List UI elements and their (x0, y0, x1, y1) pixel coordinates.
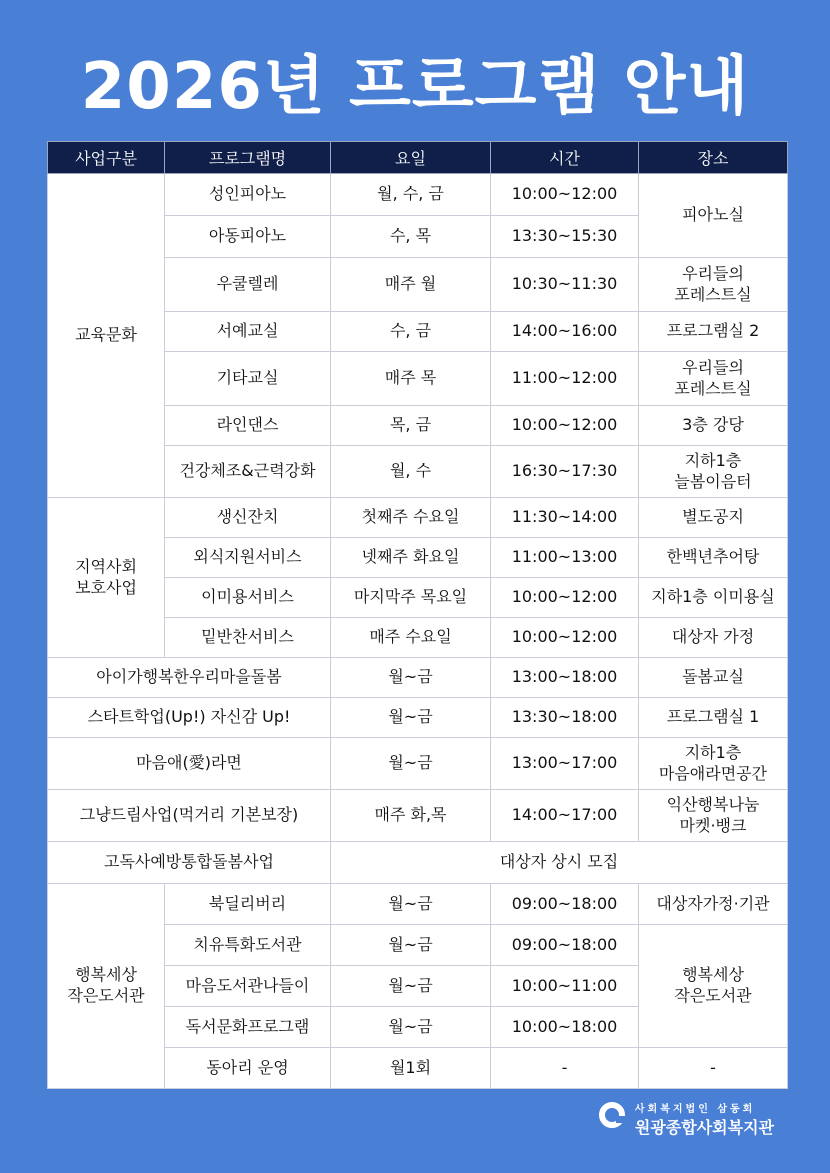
program-time: 09:00~18:00 (491, 884, 639, 925)
header-day: 요일 (331, 142, 491, 174)
footer-logo-block (599, 1100, 774, 1138)
program-day: 월~금 (331, 1007, 491, 1048)
program-name: 독서문화프로그램 (165, 1007, 331, 1048)
program-time: 11:00~12:00 (491, 352, 639, 406)
program-time: 13:00~18:00 (491, 658, 639, 698)
program-place: 프로그램실 2 (639, 312, 788, 352)
program-name: 마음도서관나들이 (165, 966, 331, 1007)
program-name: 우쿨렐레 (165, 258, 331, 312)
program-time: 10:00~12:00 (491, 578, 639, 618)
program-day: 월1회 (331, 1048, 491, 1089)
program-place: 지하1층 늘봄이음터 (639, 446, 788, 498)
program-place: 한백년추어탕 (639, 538, 788, 578)
program-name: 이미용서비스 (165, 578, 331, 618)
program-place: 프로그램실 1 (639, 698, 788, 738)
table-row (48, 498, 788, 538)
header-place: 장소 (639, 142, 788, 174)
program-name: 그냥드림사업(먹거리 기본보장) (48, 790, 331, 842)
program-name: 치유특화도서관 (165, 925, 331, 966)
program-day: 월, 수 (331, 446, 491, 498)
program-name: 서예교실 (165, 312, 331, 352)
program-name: 건강체조&근력강화 (165, 446, 331, 498)
program-day: 매주 화,목 (331, 790, 491, 842)
program-time: 14:00~17:00 (491, 790, 639, 842)
header-category: 사업구분 (48, 142, 165, 174)
table-row (48, 698, 788, 738)
program-day: 수, 금 (331, 312, 491, 352)
header-program: 프로그램명 (165, 142, 331, 174)
program-time: 14:00~16:00 (491, 312, 639, 352)
program-notice: 대상자 상시 모집 (331, 842, 788, 884)
program-time: 13:30~15:30 (491, 216, 639, 258)
program-name: 성인피아노 (165, 174, 331, 216)
program-place: - (639, 1048, 788, 1089)
program-name: 고독사예방통합돌봄사업 (48, 842, 331, 884)
program-name: 밑반찬서비스 (165, 618, 331, 658)
org-logo-icon (599, 1102, 625, 1128)
program-day: 매주 수요일 (331, 618, 491, 658)
program-day: 월, 수, 금 (331, 174, 491, 216)
program-day: 월~금 (331, 884, 491, 925)
category-cell: 교육문화 (48, 174, 165, 498)
program-place: 대상자가정·기관 (639, 884, 788, 925)
program-time: 10:30~11:30 (491, 258, 639, 312)
program-day: 수, 목 (331, 216, 491, 258)
program-place: 별도공지 (639, 498, 788, 538)
program-day: 월~금 (331, 925, 491, 966)
program-day: 첫째주 수요일 (331, 498, 491, 538)
program-time: 10:00~12:00 (491, 618, 639, 658)
program-name: 아이가행복한우리마을돌봄 (48, 658, 331, 698)
program-name: 북딜리버리 (165, 884, 331, 925)
program-day: 매주 목 (331, 352, 491, 406)
program-place: 돌봄교실 (639, 658, 788, 698)
program-time: 11:00~13:00 (491, 538, 639, 578)
program-name: 스타트학업(Up!) 자신감 Up! (48, 698, 331, 738)
program-place: 3층 강당 (639, 406, 788, 446)
table-row (48, 738, 788, 790)
program-time: 10:00~12:00 (491, 406, 639, 446)
program-place: 우리들의 포레스트실 (639, 258, 788, 312)
table-row (48, 174, 788, 216)
program-place: 우리들의 포레스트실 (639, 352, 788, 406)
program-place: 피아노실 (639, 174, 788, 258)
program-place: 대상자 가정 (639, 618, 788, 658)
category-cell: 행복세상 작은도서관 (48, 884, 165, 1089)
program-name: 외식지원서비스 (165, 538, 331, 578)
program-day: 목, 금 (331, 406, 491, 446)
table-row (48, 842, 788, 884)
program-name: 라인댄스 (165, 406, 331, 446)
program-place: 행복세상 작은도서관 (639, 925, 788, 1048)
program-place: 지하1층 마음애라면공간 (639, 738, 788, 790)
program-name: 생신잔치 (165, 498, 331, 538)
program-time: 10:00~18:00 (491, 1007, 639, 1048)
table-row (48, 884, 788, 925)
program-day: 매주 월 (331, 258, 491, 312)
program-day: 월~금 (331, 658, 491, 698)
program-time: 13:30~18:00 (491, 698, 639, 738)
table-row (48, 790, 788, 842)
footer-center: 원광종합사회복지관 (634, 1118, 774, 1137)
program-table (47, 141, 788, 1089)
header-time: 시간 (491, 142, 639, 174)
program-place: 익산행복나눔 마켓·뱅크 (639, 790, 788, 842)
category-cell: 지역사회 보호사업 (48, 498, 165, 658)
program-day: 월~금 (331, 966, 491, 1007)
program-day: 월~금 (331, 738, 491, 790)
program-time: - (491, 1048, 639, 1089)
program-name: 마음애(愛)라면 (48, 738, 331, 790)
program-day: 마지막주 목요일 (331, 578, 491, 618)
program-day: 월~금 (331, 698, 491, 738)
table-header-row (48, 142, 788, 174)
program-place: 지하1층 이미용실 (639, 578, 788, 618)
program-time: 10:00~12:00 (491, 174, 639, 216)
program-name: 아동피아노 (165, 216, 331, 258)
page-title: 2026년 프로그램 안내 (80, 50, 750, 124)
program-name: 동아리 운영 (165, 1048, 331, 1089)
program-time: 10:00~11:00 (491, 966, 639, 1007)
program-time: 09:00~18:00 (491, 925, 639, 966)
program-time: 16:30~17:30 (491, 446, 639, 498)
program-time: 11:30~14:00 (491, 498, 639, 538)
program-day: 넷째주 화요일 (331, 538, 491, 578)
table-row (48, 658, 788, 698)
footer-org: 사회복지법인 삼동회 (634, 1104, 756, 1115)
program-name: 기타교실 (165, 352, 331, 406)
program-time: 13:00~17:00 (491, 738, 639, 790)
